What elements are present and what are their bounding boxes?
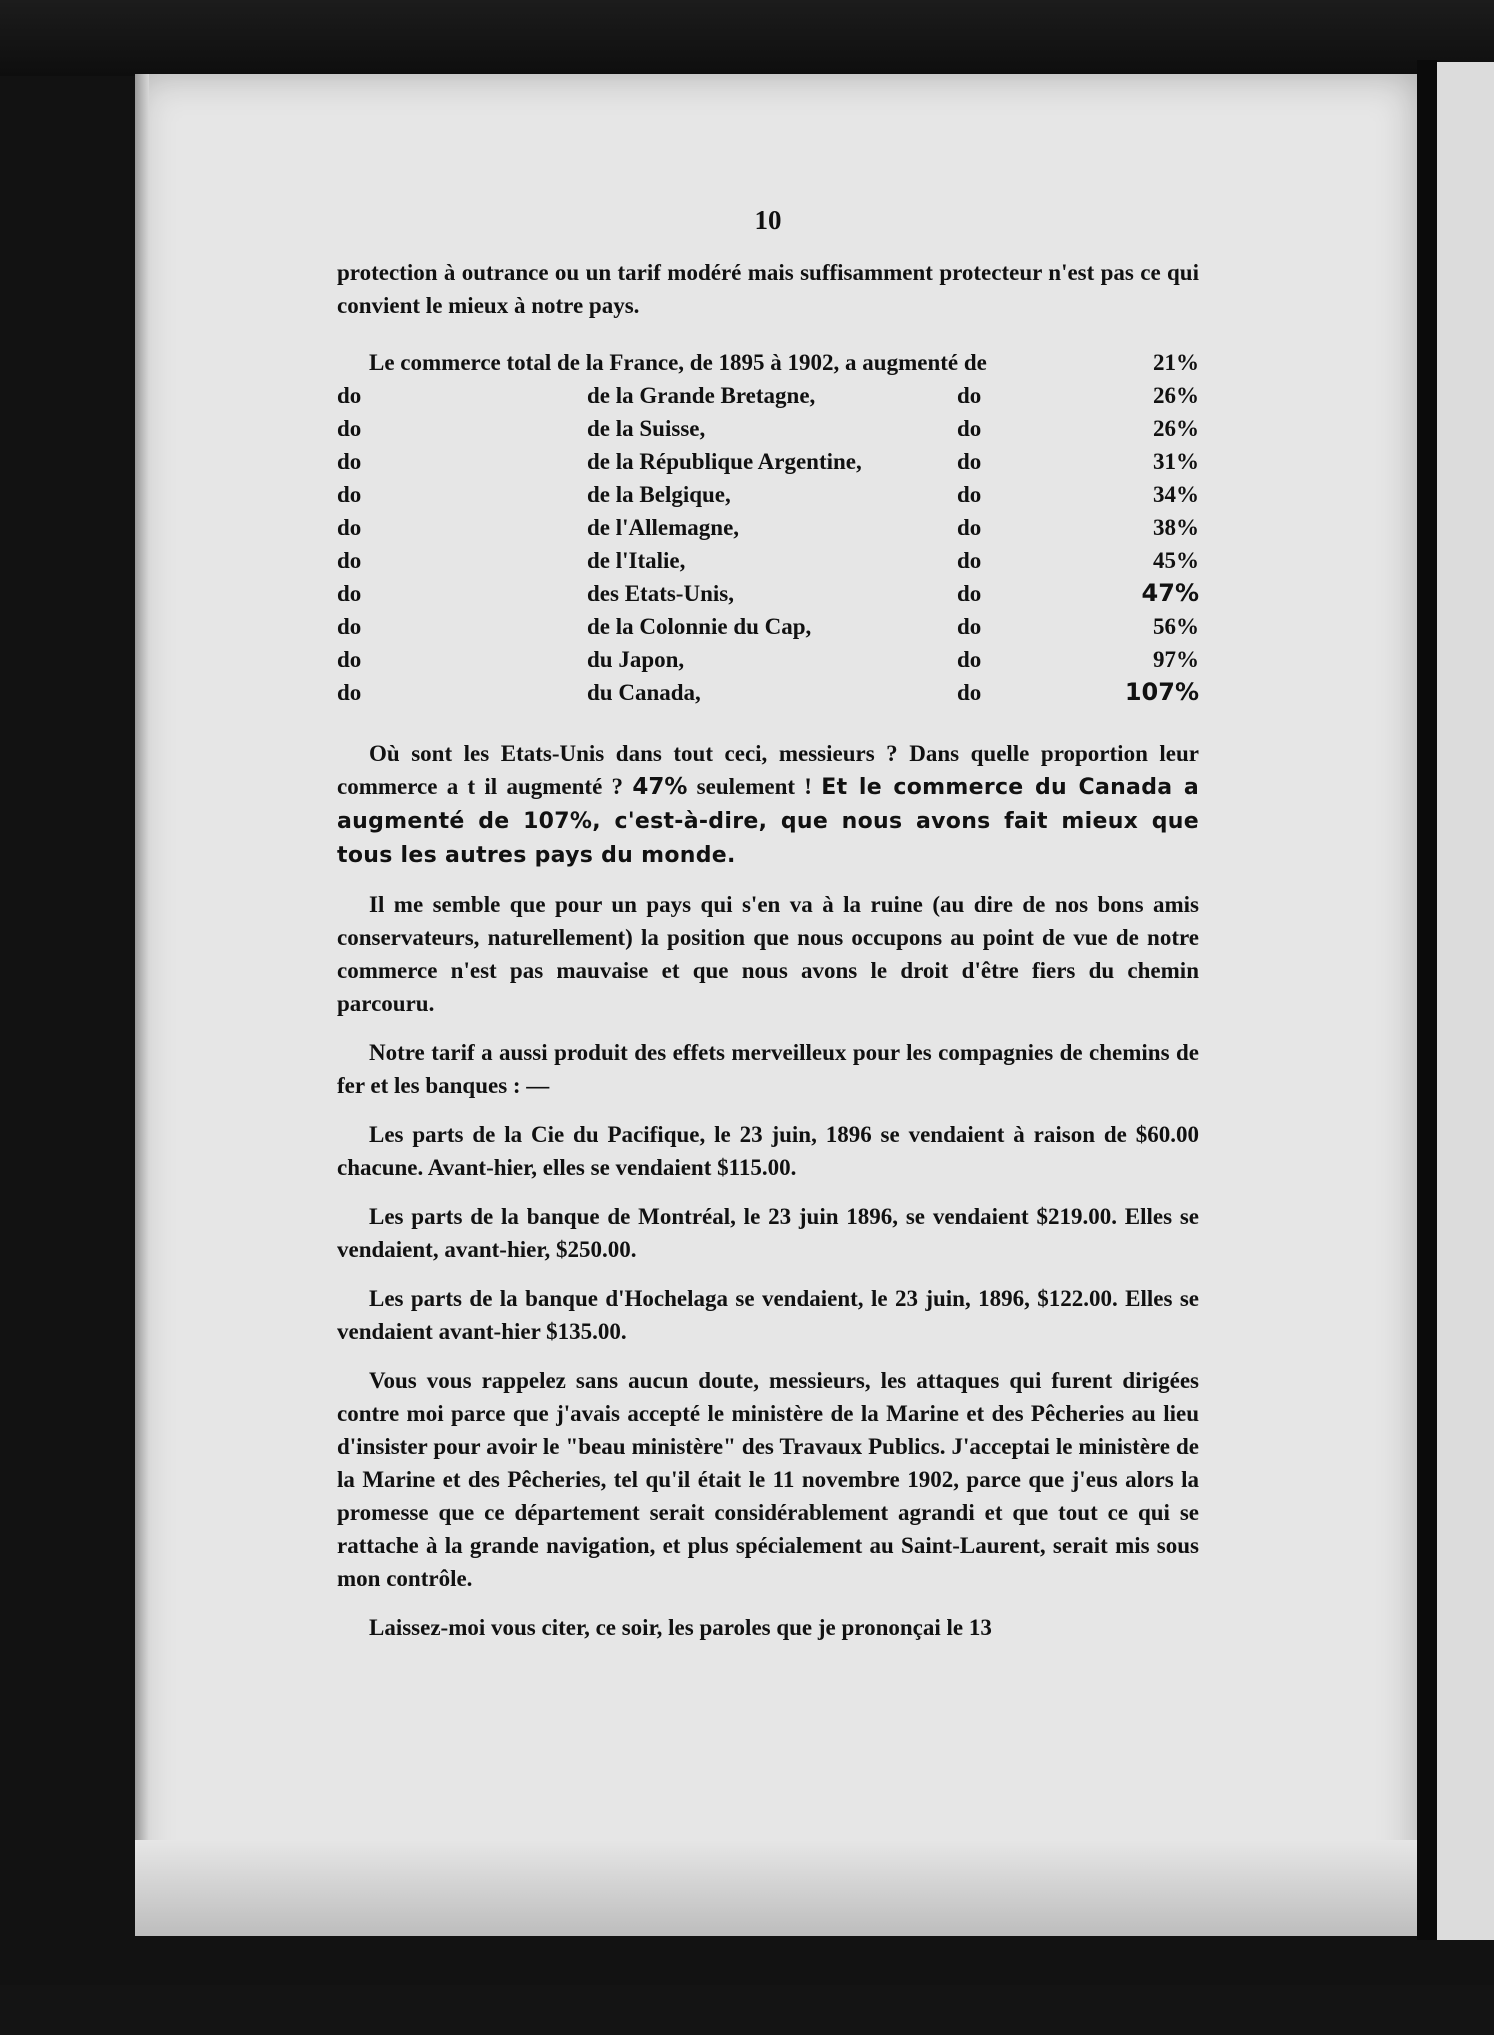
spacer [427,643,587,676]
book-gutter [1417,60,1437,1940]
spacer [427,379,587,412]
growth-percent: 31% [1153,449,1199,474]
scan-top-border [0,0,1494,76]
table-row [337,478,1199,511]
ditto-mark: do [957,548,982,573]
spacer [427,544,587,577]
country-name: de la Colonnie du Cap, [587,614,812,639]
ditto-mark: do [957,515,982,540]
us-percent: 47% [632,774,688,800]
paragraph-hochelaga: Les parts de la banque d'Hochelaga se vendaient, le 23 juin, 1896, $122.00. Elles se vendaient avant-hier $135.00. [337,1286,1199,1344]
growth-percent: 47% [1141,579,1199,607]
paragraph-pacifique: Les parts de la Cie du Pacifique, le 23 juin, 1896 se vendaient à raison de $60.00 chacune. Avant-hier, elles se vendaient $115.00. [337,1122,1199,1180]
ditto-mark: do [957,680,982,705]
country-name: des Etats-Unis, [587,581,734,606]
country-name: de l'Allemagne, [587,515,740,540]
spacer [427,412,587,445]
ditto-mark: do [957,383,982,408]
table-row [337,610,1199,643]
scan-bottom-border [0,1985,1494,2035]
country-name: de la Suisse, [587,416,706,441]
table-intro-pct: 21% [1153,350,1199,375]
adjacent-page-edge [1437,62,1494,1940]
page-bottom-margin [135,1840,1417,1936]
growth-percent: 34% [1153,482,1199,507]
ditto-mark: do [957,416,982,441]
table-row [337,412,1199,445]
table-row [337,577,1199,610]
ditto-mark: do [337,548,362,573]
table-row [337,643,1199,676]
paragraph-etats-unis [337,737,1199,872]
ditto-mark: do [337,680,362,705]
table-row [337,676,1199,709]
ditto-mark: do [337,515,362,540]
ditto-mark: do [337,383,362,408]
ditto-mark: do [957,614,982,639]
ditto-mark: do [957,647,982,672]
paragraph-seulement: seulement ! [687,774,822,799]
paragraph-protection: protection à outrance ou un tarif modéré mais suffisamment protecteur n'est pas ce qui convient le mieux à notre pays. [337,260,1199,318]
growth-percent: 107% [1124,678,1199,706]
growth-percent: 38% [1153,515,1199,540]
spacer [427,445,587,478]
trade-growth-table [337,346,1199,709]
country-name: de la Belgique, [587,482,731,507]
table-rows [337,379,1199,709]
table-intro-row [337,346,1199,379]
paragraph-ministere: Vous vous rappelez sans aucun doute, messieurs, les attaques qui furent dirigées contre moi parce que j'avais accepté le ministère de la Marine et des Pêcheries au lieu d'insister pour avoir le "beau ministère" des Travaux Publics. J'acceptai le ministère de la Marine et des Pêcheries, tel qu'il était le 11 novembre 1902, parce que j'eus alors la promesse que ce département serait considérablement agrandi et que tout ce qui se rattache à la grande navigation, et plus spécialement au Saint-Laurent, serait mis sous mon contrôle. [337,1368,1199,1591]
paragraph-tarif: Notre tarif a aussi produit des effets merveilleux pour les compagnies de chemins de fer et les banques : — [337,1040,1199,1098]
table-row [337,544,1199,577]
paragraph-citer: Laissez-moi vous citer, ce soir, les paroles que je prononçai le 13 [369,1615,992,1640]
table-row [337,445,1199,478]
ditto-mark: do [337,482,362,507]
spacer [427,676,587,709]
table-intro-text: Le commerce total de la France, de 1895 à 1902, a augmenté de [369,350,987,375]
country-name: du Canada, [587,680,701,705]
table-row [337,379,1199,412]
ditto-mark: do [337,614,362,639]
growth-percent: 26% [1153,383,1199,408]
paragraph-montreal: Les parts de la banque de Montréal, le 23 juin 1896, se vendaient $219.00. Elles se vendaient, avant-hier, $250.00. [337,1204,1199,1262]
page-text [337,205,1199,1660]
paragraph-ruine: Il me semble que pour un pays qui s'en va à la ruine (au dire de nos bons amis conservateurs, naturellement) la position que nous occupons au point de vue de notre commerce n'est pas mauvaise et que nous avons le droit d'être fiers du chemin parcouru. [337,892,1199,1016]
country-name: de l'Italie, [587,548,686,573]
country-name: de la Grande Bretagne, [587,383,816,408]
country-name: de la République Argentine, [587,449,862,474]
ditto-mark: do [957,482,982,507]
spacer [427,577,587,610]
spacer [427,478,587,511]
country-name: du Japon, [587,647,685,672]
ditto-mark: do [337,581,362,606]
table-row [337,511,1199,544]
growth-percent: 26% [1153,416,1199,441]
growth-percent: 45% [1153,548,1199,573]
growth-percent: 97% [1153,647,1199,672]
ditto-mark: do [337,449,362,474]
ditto-mark: do [337,416,362,441]
canada-emphasis: Et le commerce du Canada a augmenté de 107%, c'est-à-dire, que nous avons fait mieux que tous les autres pays du monde. [337,775,1200,868]
spacer [427,610,587,643]
ditto-mark: do [957,449,982,474]
paragraph-etats-unis-text: Où sont les Etats-Unis dans tout ceci, messieurs ? Dans quelle proportion leur commerce a t il augmenté ? [337,741,1199,799]
spacer [427,511,587,544]
ditto-mark: do [957,581,982,606]
page-left-edge [135,74,149,1936]
growth-percent: 56% [1153,614,1199,639]
page-number: 10 [754,205,782,235]
ditto-mark: do [337,647,362,672]
